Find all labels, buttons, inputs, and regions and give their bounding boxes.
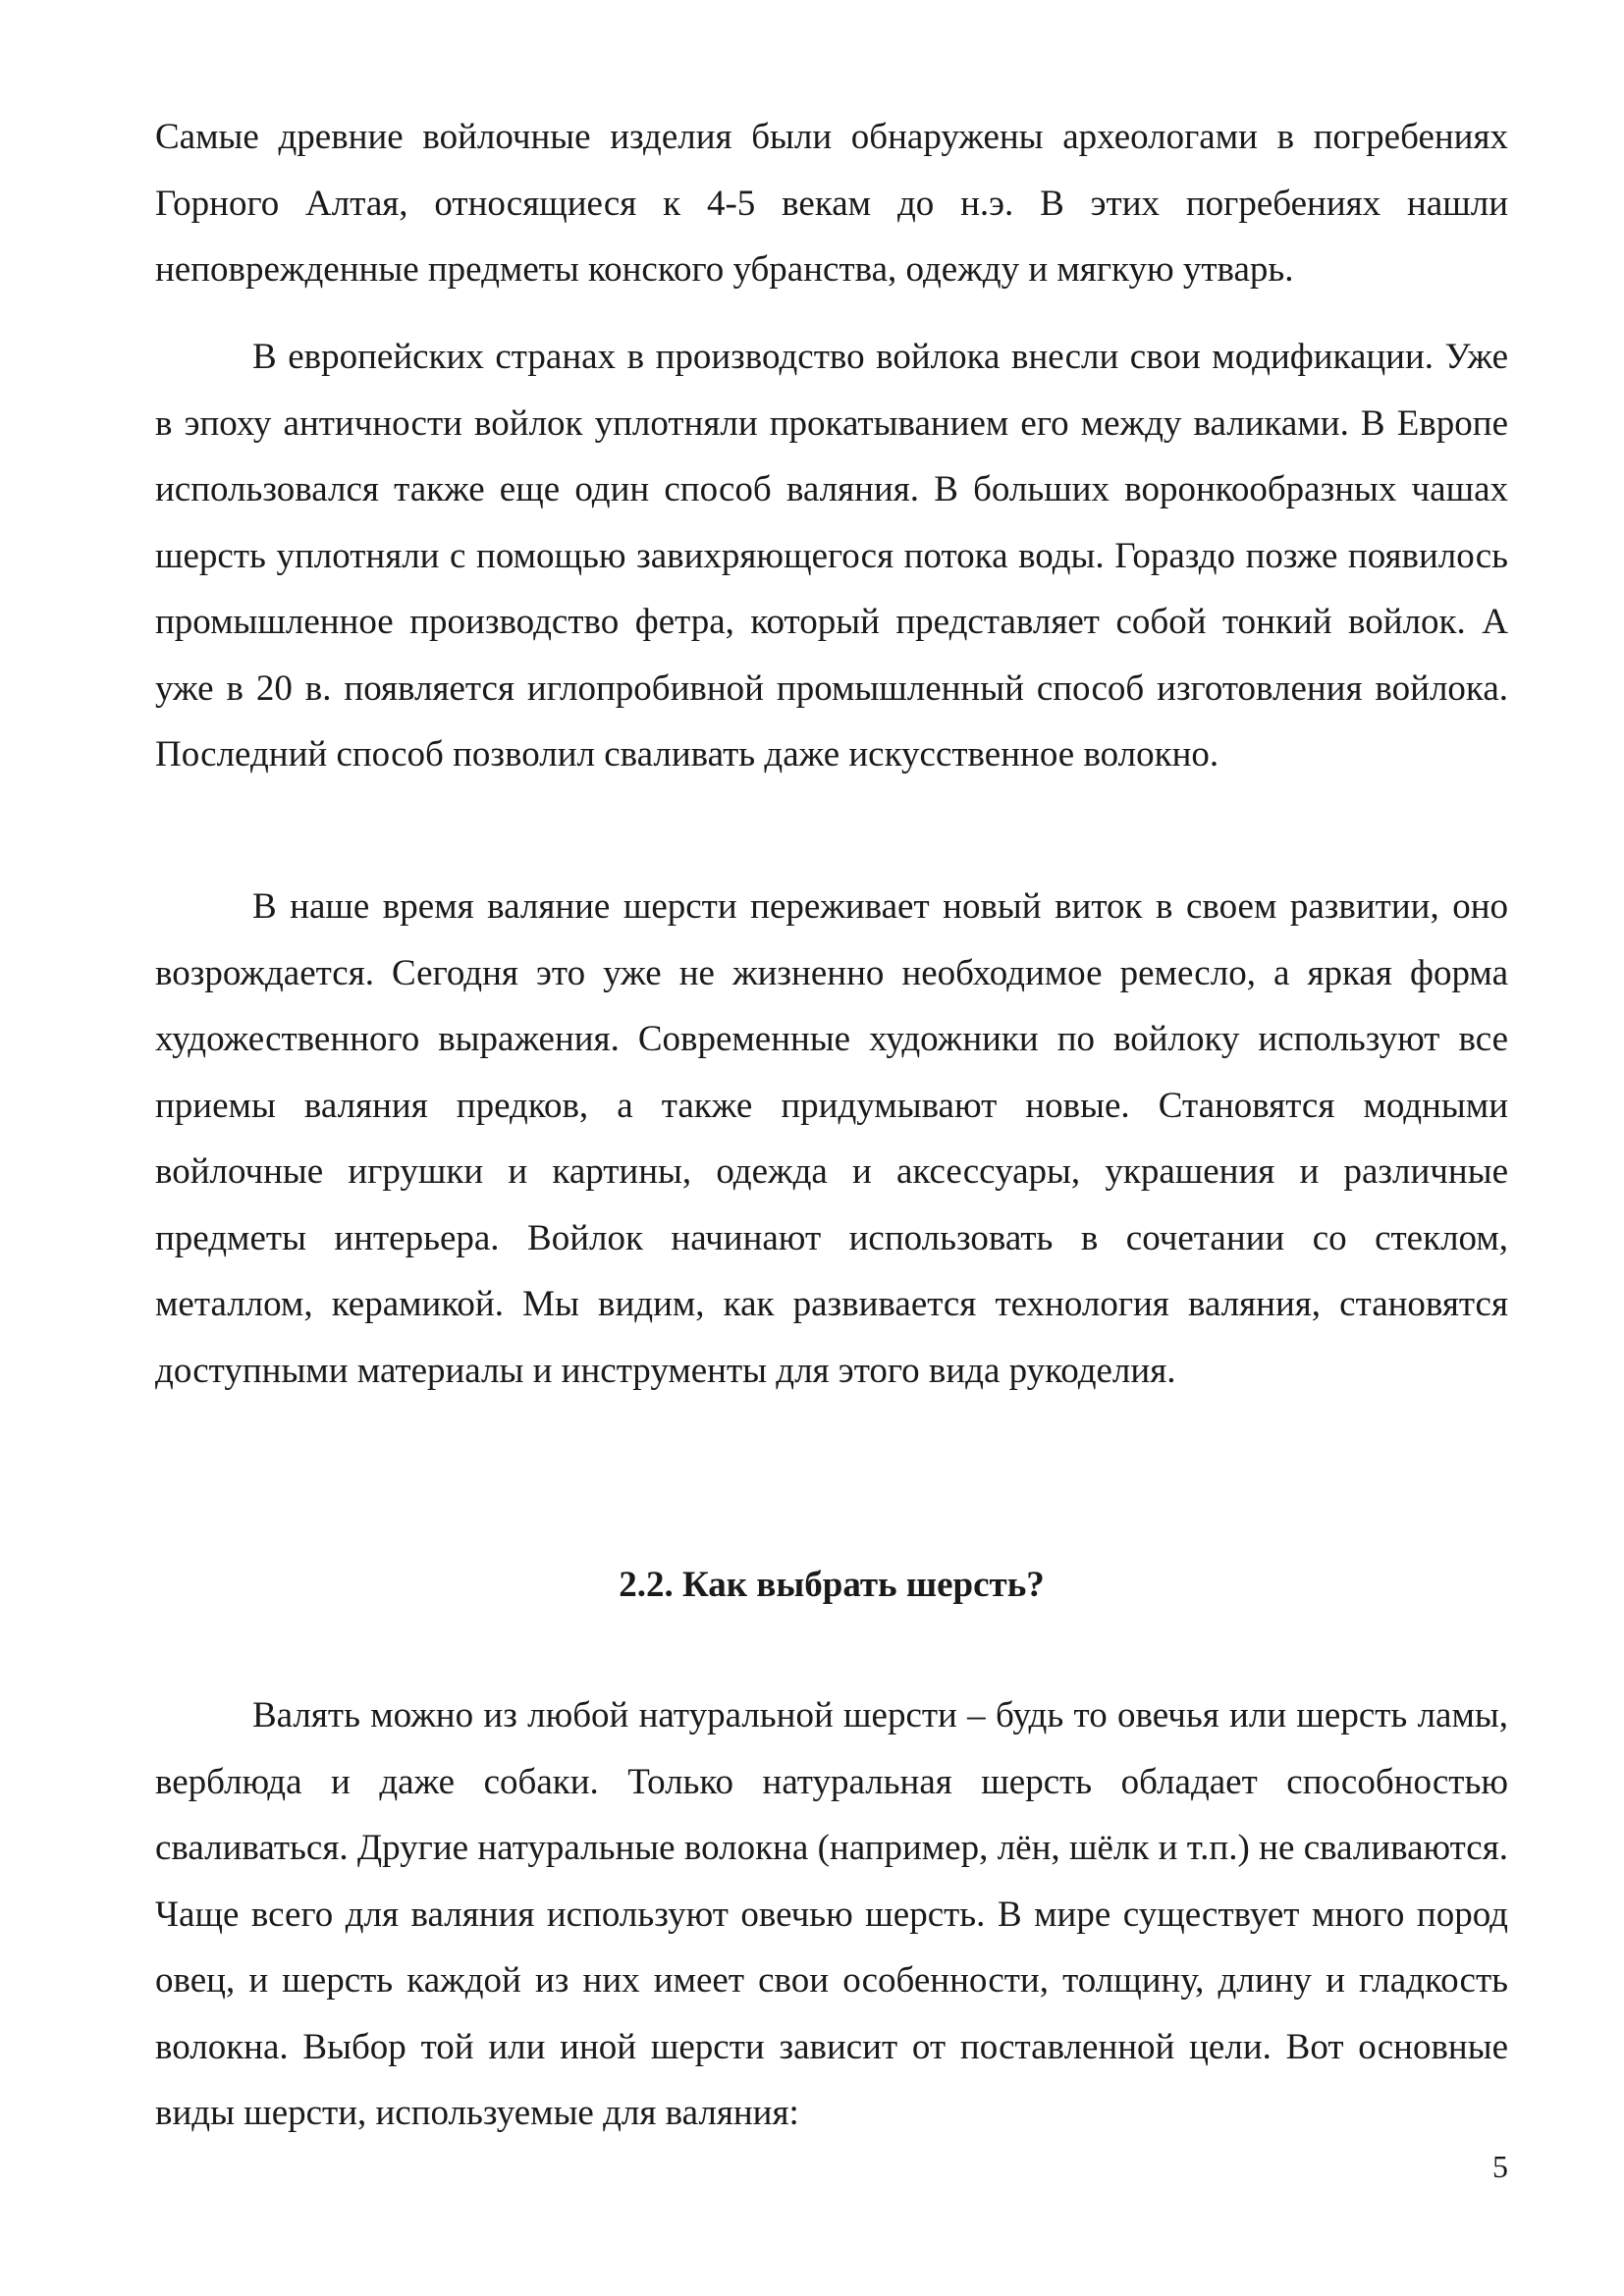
- paragraph-modern-felting: В наше время валяние шерсти переживает новый виток в своем развитии, оно возрождается. Сегодня это уже не жизненно необходимое ремесло, а яркая форма художественного выражения. Современные художники по войлоку используют все приемы валяния предков, а также придумывают новые. Становятся модными войлочные игрушки и картины, одежда и аксессуары, украшения и различные предметы интерьера. Войлок начинают использовать в сочетании со стеклом, металлом, керамикой. Мы видим, как развивается технология валяния, становятся доступными материалы и инструменты для этого вида рукоделия.: [155, 886, 1508, 1391]
- page-number: 5: [1492, 2149, 1508, 2184]
- paragraph-choosing-wool: Валять можно из любой натуральной шерсти – будь то овечья или шерсть ламы, верблюда и даже собаки. Только натуральная шерсть обладает способностью сваливаться. Другие натуральные волокна (например, лён, шёлк и т.п.) не сваливаются. Чаще всего для валяния используют овечью шерсть. В мире существует много пород овец, и шерсть каждой из них имеет свои особенности, толщину, длину и гладкость волокна. Выбор той или иной шерсти зависит от поставленной цели. Вот основные виды шерсти, используемые для валяния:: [155, 1695, 1508, 2133]
- paragraph-european-felt: В европейских странах в производство войлока внесли свои модификации. Уже в эпоху античности войлок уплотняли прокатыванием его между валиками. В Европе использовался также еще один способ валяния. В больших воронкообразных чашах шерсть уплотняли с помощью завихряющегося потока воды. Гораздо позже появилось промышленное производство фетра, который представляет собой тонкий войлок. А уже в 20 в. появляется иглопробивной промышленный способ изготовления войлока. Последний способ позволил сваливать даже искусственное волокно.: [155, 337, 1508, 774]
- paragraph-ancient-felt: Самые древние войлочные изделия были обнаружены археологами в погребениях Горного Алтая, относящиеся к 4-5 векам до н.э. В этих погребениях нашли неповрежденные предметы конского убранства, одежду и мягкую утварь.: [155, 117, 1508, 290]
- section-heading: 2.2. Как выбрать шерсть?: [619, 1565, 1045, 1605]
